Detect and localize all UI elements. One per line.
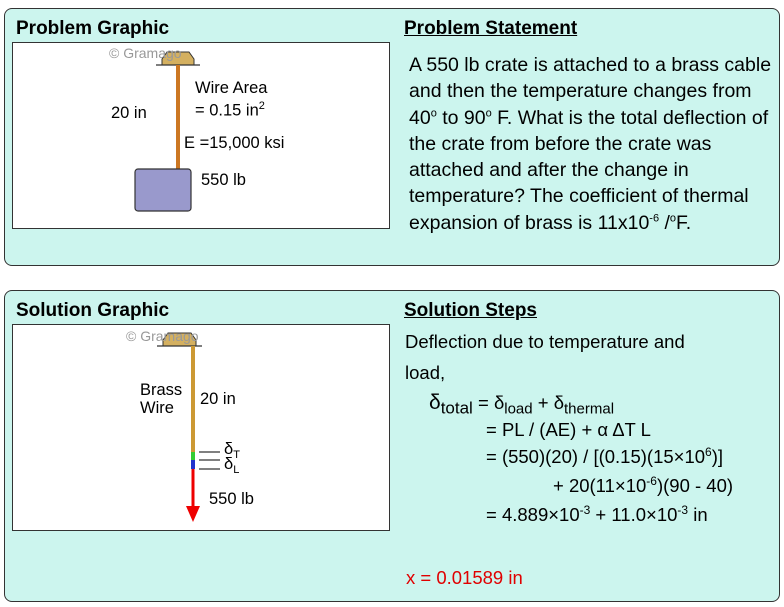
length-label: 20 in [200, 390, 236, 408]
problem-panel [4, 8, 780, 266]
load-label: 550 lb [209, 490, 254, 508]
problem-statement-text [409, 52, 777, 236]
eq5-part-b: + 11.0×10 [590, 504, 678, 525]
wire-area-label [195, 79, 267, 120]
length-label: 20 in [111, 104, 147, 122]
delta-t-symbol: δ [224, 440, 234, 458]
statement-part5: F. [676, 211, 692, 234]
brass-wire [191, 346, 195, 452]
eq5-exp-1: -3 [579, 502, 591, 517]
statement-part4: / [659, 211, 670, 234]
problem-graphic-canvas [12, 42, 390, 229]
eq1-equals: = [472, 392, 494, 413]
eq4-part-b: )(90 - 40) [656, 475, 734, 496]
eq4-exp: -6 [646, 473, 657, 488]
brass-wire-label [140, 381, 182, 417]
eq1-delta-load: δ [493, 392, 505, 413]
final-answer: x = 0.01589 in [406, 567, 523, 588]
intro-line-2: load, [405, 362, 446, 383]
watermark: © Gramago [109, 45, 182, 61]
wire-area-exp: 2 [258, 100, 265, 112]
wire-area-line2 [195, 97, 267, 120]
solution-panel [4, 290, 780, 602]
eq1-sub-thermal: thermal [564, 400, 615, 418]
delta-l-label [224, 455, 240, 476]
intro-line-1: Deflection due to temperature and [405, 331, 685, 352]
watermark: © Gramago [126, 328, 199, 344]
eq1-delta-thermal: δ [553, 392, 565, 413]
load-label: 550 lb [201, 171, 246, 189]
eq3-part-b: )] [711, 446, 724, 467]
eq4-part-a: + 20(11×10 [553, 475, 647, 496]
eq1-plus: + [532, 392, 554, 413]
eq5-exp-2: -3 [677, 502, 689, 517]
delta-l-sub: L [233, 464, 240, 476]
load-segment [191, 460, 195, 469]
solution-steps-title: Solution Steps [404, 300, 537, 321]
eq1-delta: δ [429, 391, 441, 414]
statement-part1: A 550 lb crate is attached to a brass cable and then the temperature changes from 40 [409, 54, 772, 129]
equation-3 [486, 446, 723, 468]
solution-graphic-canvas [12, 324, 390, 531]
thermal-segment [191, 452, 195, 460]
problem-graphic-title: Problem Graphic [16, 18, 170, 39]
solution-graphic-title: Solution Graphic [16, 300, 170, 321]
eq1-sub-total: total [440, 398, 473, 418]
degree-sup-2: o [485, 107, 492, 120]
eq3-exp: 6 [705, 444, 712, 459]
eq3-part-a: = (550)(20) / [(0.15)(15×10 [486, 446, 706, 467]
force-arrow-head [186, 506, 200, 522]
eq1-sub-load: load [504, 400, 533, 418]
equation-1 [429, 391, 615, 418]
crate [135, 169, 191, 211]
problem-statement-title: Problem Statement [404, 18, 578, 39]
equation-5 [486, 504, 708, 526]
brass-wire-label-line1: Brass [140, 381, 183, 399]
degree-sup-3: o [669, 212, 677, 225]
equation-2: = PL / (AE) + α ΔT L [486, 419, 651, 440]
wire-area-line1: Wire Area [195, 79, 268, 97]
brass-wire-label-line2: Wire [140, 399, 174, 417]
degree-sup-1: o [430, 107, 437, 120]
solution-drawing [13, 325, 391, 532]
equation-4 [553, 475, 733, 497]
expansion-exp: -6 [649, 212, 660, 225]
eq5-part-c: in [688, 504, 708, 525]
modulus-label: E =15,000 ksi [184, 134, 285, 152]
wire-area-value: = 0.15 in [195, 101, 259, 120]
statement-part3: F. What is the total deflection of the crate from before the crate was attached and after the change in temperature? The coefficient of thermal expansion of brass is 11x10 [409, 106, 769, 234]
delta-t-sub: T [233, 449, 240, 461]
eq5-part-a: = 4.889×10 [486, 504, 580, 525]
statement-part2: to 90 [436, 106, 486, 129]
wire [176, 65, 180, 171]
delta-l-symbol: δ [224, 455, 234, 473]
